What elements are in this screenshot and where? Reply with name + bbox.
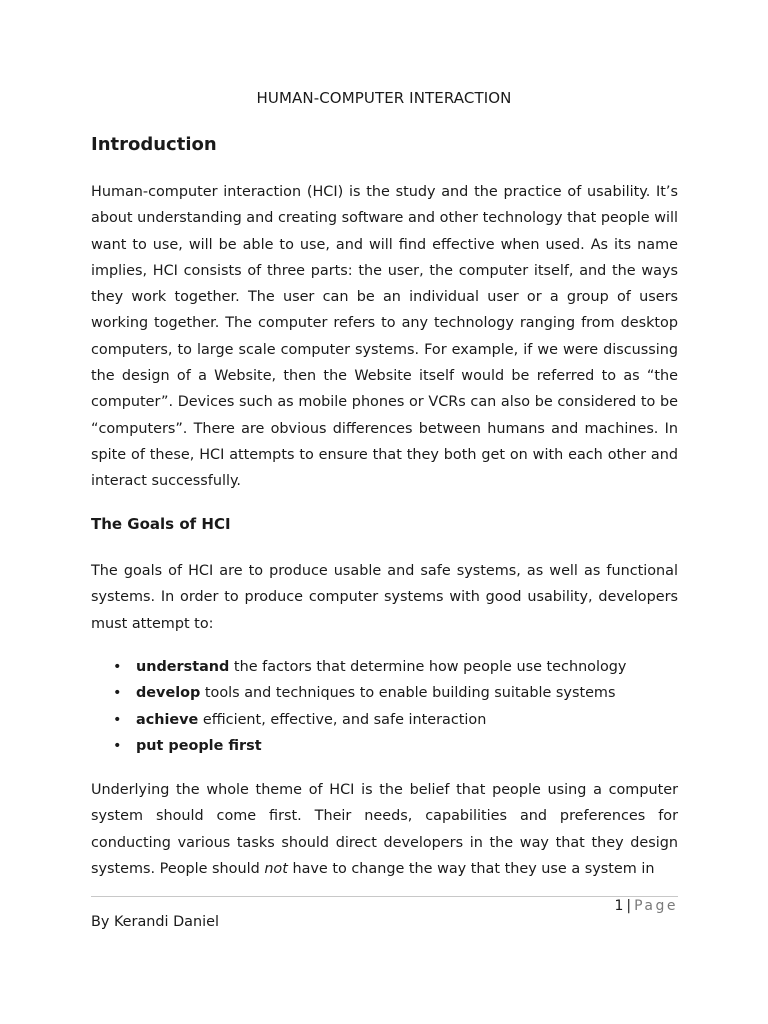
- goals-bullet-list: [91, 654, 678, 759]
- list-item: [91, 680, 678, 706]
- closing-paragraph: [91, 777, 678, 882]
- bullet-text: efficient, effective, and safe interaction: [198, 711, 487, 728]
- bullet-icon: •: [113, 711, 122, 728]
- introduction-paragraph: Human-computer interaction (HCI) is the study and the practice of usability. It’s about understanding and creating software and other technology that people will want to use, will be able to use, and will find effective when used. As its name implies, HCI consists of three parts: the user, the computer itself, and the ways they work together. The user can be an individual user or a group of users working together. The computer refers to any technology ranging from desktop computers, to large scale computer systems. For example, if we were discussing the design of a Website, then the Website itself would be referred to as “the computer”. Devices such as mobile phones or VCRs can also be considered to be “computers”. There are obvious differences between humans and machines. In spite of these, HCI attempts to ensure that they both get on with each other and interact successfully.: [91, 184, 678, 490]
- bullet-keyword: achieve: [136, 711, 199, 728]
- list-item: [91, 707, 678, 733]
- bullet-keyword: understand: [136, 659, 230, 675]
- closing-text-start: Underlying the whole theme of HCI is the belief that people using a computer system should come first. Their needs, capabilities and preferences for conducting various tasks should direct developers in the way that they design systems. People should: [91, 782, 678, 877]
- bullet-keyword: put people first: [136, 737, 262, 754]
- bullet-text: tools and techniques to enable building suitable systems: [200, 685, 616, 702]
- page-number-separator: |: [626, 898, 632, 914]
- bullet-text: the factors that determine how people use technology: [229, 659, 627, 675]
- goals-paragraph: The goals of HCI are to produce usable and safe systems, as well as functional systems. In order to produce computer systems with good usability, developers must attempt to:: [91, 563, 678, 632]
- closing-emphasis: not: [264, 860, 288, 877]
- document-title: HUMAN-COMPUTER INTERACTION: [256, 89, 512, 107]
- closing-text-end: have to change the way that they use a system in: [287, 860, 655, 877]
- page-label: Page: [634, 898, 678, 914]
- goals-heading: The Goals of HCI: [91, 515, 231, 533]
- page-number-value: 1: [614, 898, 624, 914]
- list-item: [91, 654, 678, 680]
- list-item: [91, 733, 678, 759]
- footer-author: By Kerandi Daniel: [91, 914, 219, 930]
- bullet-keyword: develop: [136, 685, 201, 702]
- footer-divider: [91, 896, 678, 897]
- bullet-icon: •: [113, 659, 122, 675]
- bullet-icon: •: [113, 737, 122, 754]
- introduction-heading: Introduction: [91, 134, 217, 155]
- page-number: [614, 898, 678, 914]
- bullet-icon: •: [113, 685, 122, 702]
